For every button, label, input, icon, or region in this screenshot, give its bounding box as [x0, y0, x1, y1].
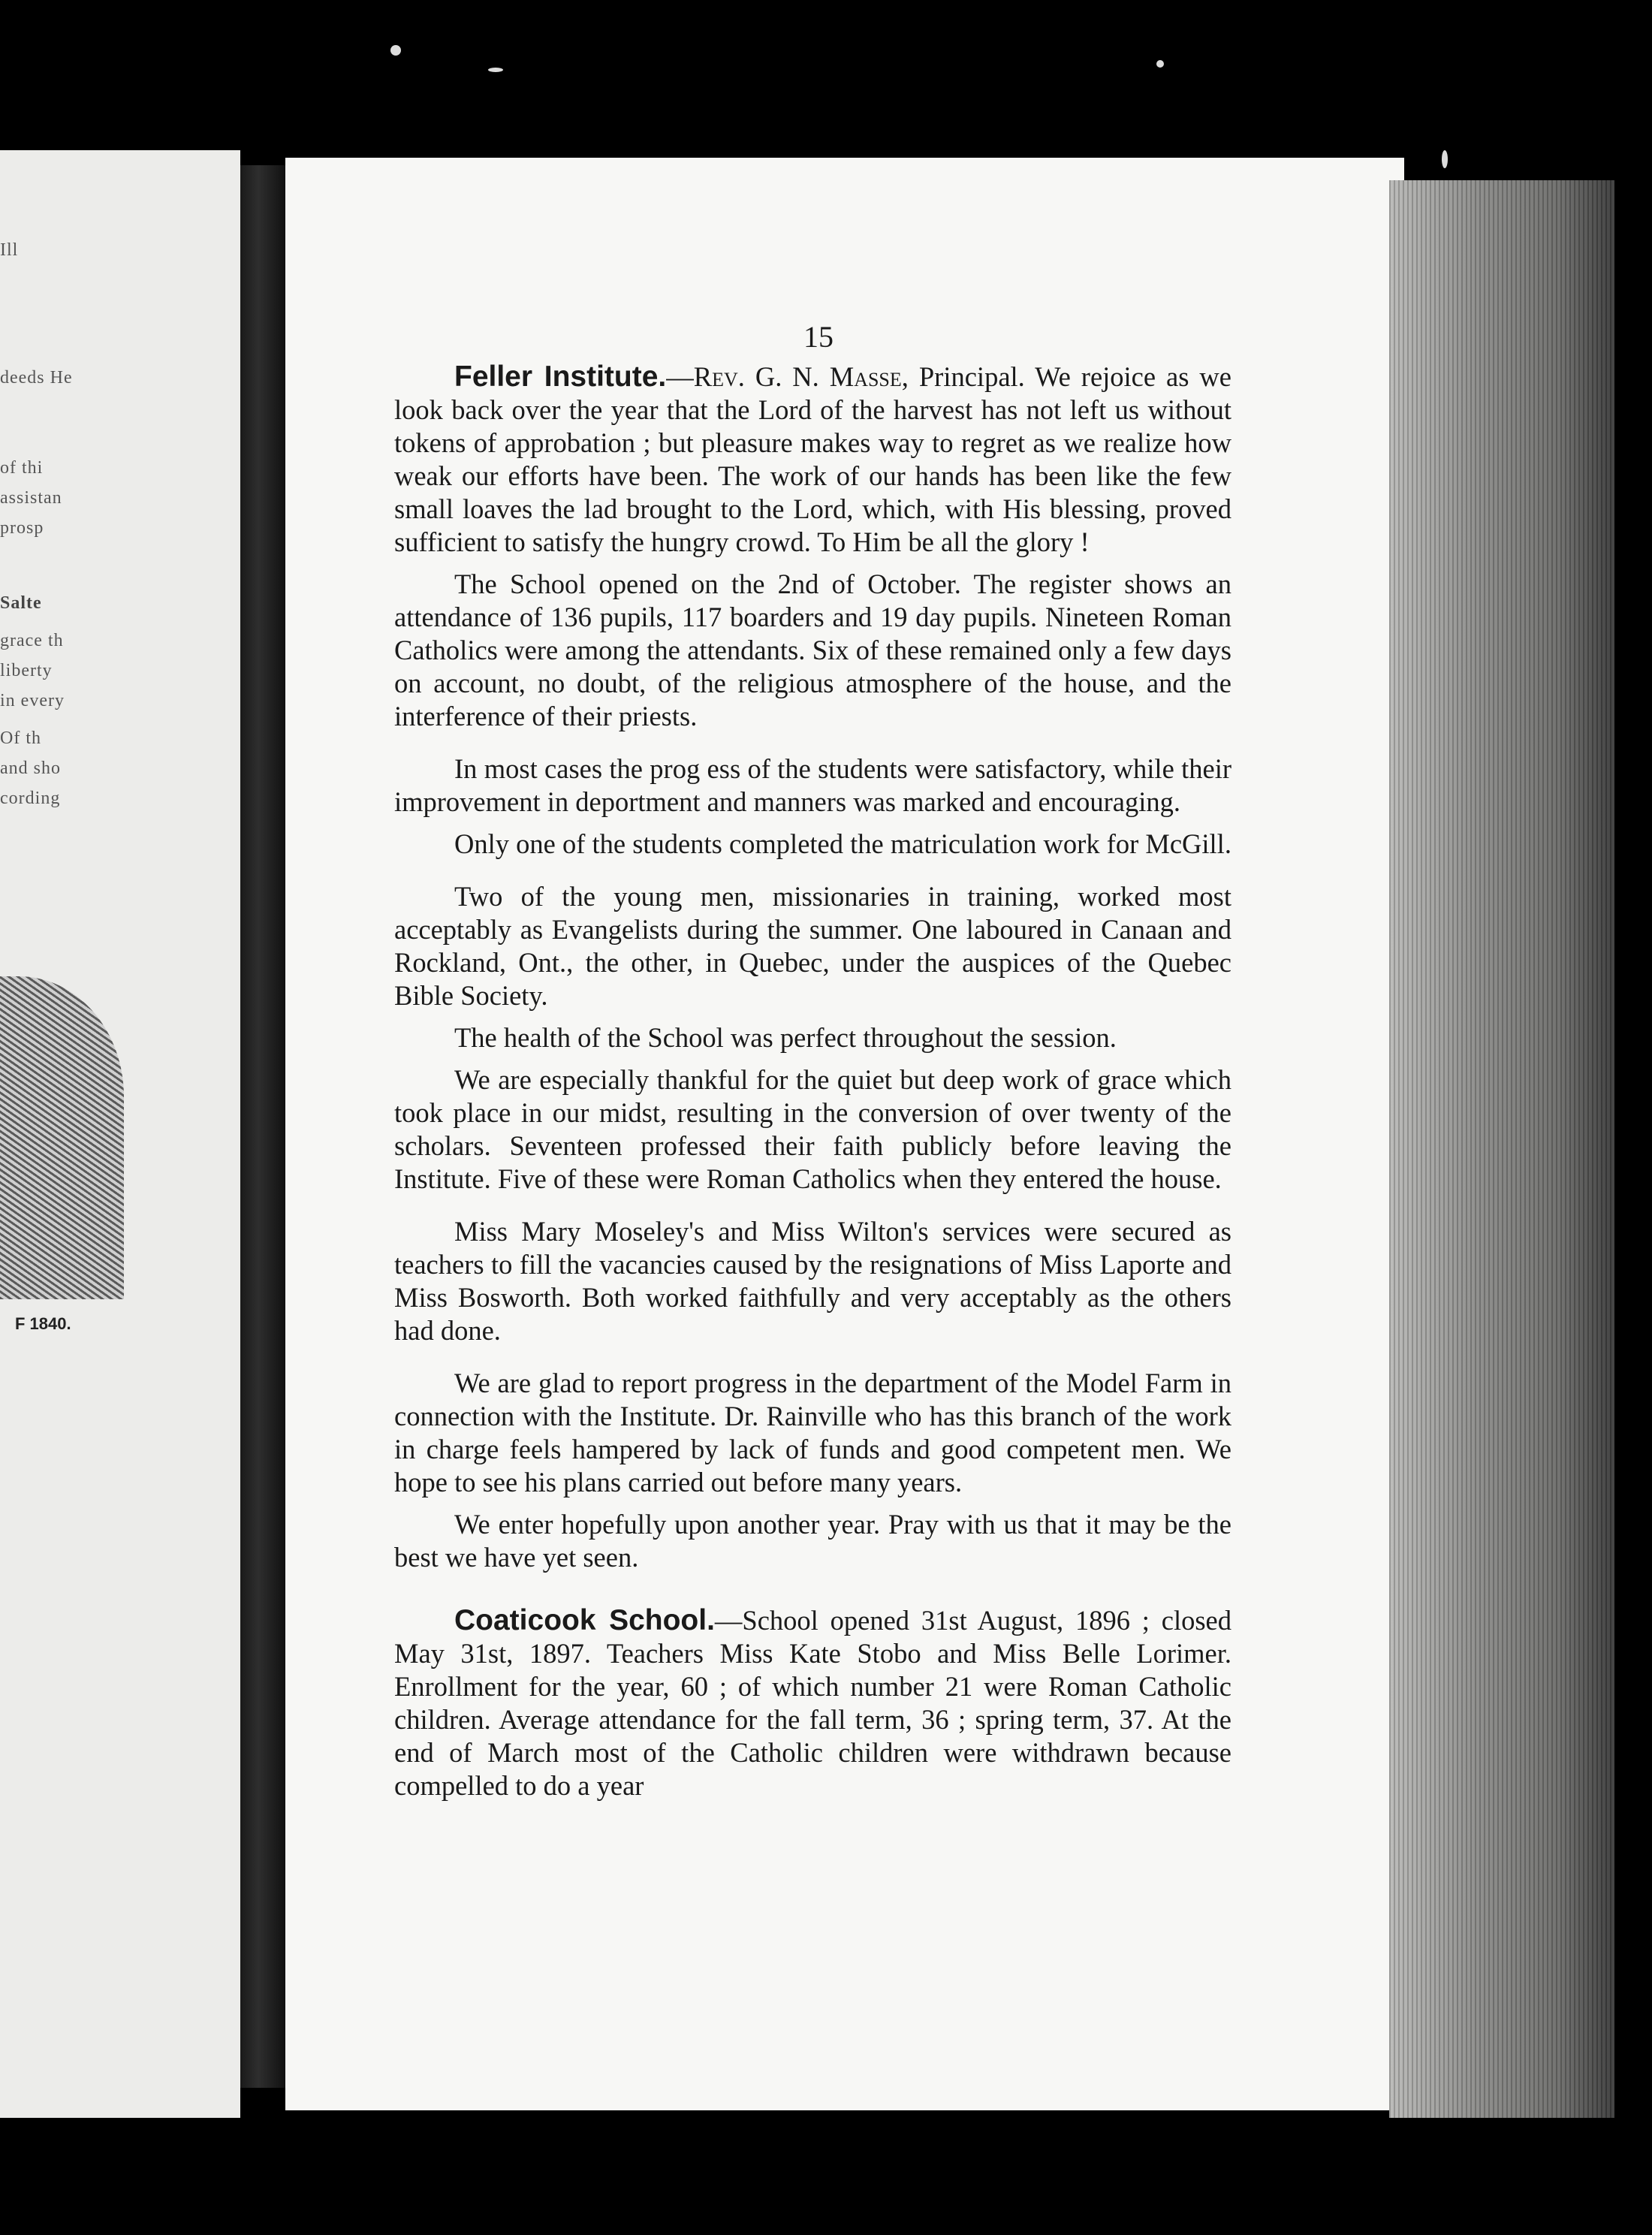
dust-speck: [1156, 60, 1164, 68]
left-page-text-fragment: prosp: [0, 518, 44, 538]
dust-speck: [488, 68, 503, 72]
page-fore-edge: [1389, 180, 1614, 2118]
left-page-text-fragment: grace th: [0, 631, 64, 650]
paragraph-text: —School opened 31st August, 1896 ; closed May 31st, 1897. Teachers Miss Kate Stobo and Miss Belle Lorimer. Enrollment for the year, 60 ; of which number 21 were Roman Catholic children. Average attendance for the fall term, 36 ; spring term, 37. At the end of March most of the Catholic children were withdrawn because compelled to do a year: [394, 1605, 1232, 1801]
paragraph: The School opened on the 2nd of October. The register shows an attendance of 136 pupils, 117 boarders and 19 day pupils. Nineteen Roman Catholics were among the attendants. Six of these remained only a few days on account, no doubt, of the religious atmosphere of the house, and the interference of their priests.: [394, 569, 1231, 731]
left-page-text-fragment: Ill: [0, 240, 19, 260]
left-page-text-fragment: liberty: [0, 661, 53, 680]
left-page-text-fragment: Salte: [0, 593, 42, 613]
paragraph: We enter hopefully upon another year. Pray with us that it may be the best we have yet seen.: [394, 1509, 1231, 1573]
paragraph: We are especially thankful for the quiet but deep work of grace which took place in our midst, resulting in the conversion of over twenty of the scholars. Seventeen professed their faith publicly before leaving the Institute. Five of these were Roman Catholics when they entered the house.: [394, 1064, 1231, 1194]
paragraph: In most cases the prog ess of the students were satisfactory, while their improvement in deportment and manners was marked and encouraging.: [394, 753, 1231, 817]
left-page-text-fragment: deeds He: [0, 368, 73, 388]
paragraph: Miss Mary Moseley's and Miss Wilton's services were secured as teachers to fill the vacancies caused by the resignations of Miss Laporte and Miss Bosworth. Both worked faithfully and very acceptably as the others had done.: [394, 1216, 1231, 1346]
paragraph: The health of the School was perfect throughout the session.: [454, 1022, 1117, 1053]
dust-speck: [1442, 150, 1448, 168]
left-page-text-fragment: of thi: [0, 458, 44, 478]
left-page-text-fragment: assistan: [0, 488, 62, 508]
em-dash: —: [666, 361, 694, 392]
page-number: 15: [803, 320, 834, 354]
dust-speck: [390, 45, 401, 56]
author-name: Rev. G. N. Masse: [693, 361, 902, 392]
section-heading: Feller Institute.: [454, 360, 667, 393]
page-body: [394, 312, 1231, 1811]
section-heading: Coaticook School.: [454, 1604, 715, 1636]
left-page-caption: F 1840.: [15, 1314, 71, 1333]
paragraph: We are glad to report progress in the department of the Model Farm in connection with the Institute. Dr. Rainville who has this branch of the work in charge feels hampered by lack of funds and good competent men. We hope to see his plans carried out before many years.: [394, 1368, 1231, 1498]
paragraph: Two of the young men, missionaries in training, worked most acceptably as Evangelists during the summer. One laboured in Canaan and Rockland, Ont., the other, in Quebec, under the auspices of the Quebec Bible Society.: [394, 881, 1231, 1011]
paragraph: [394, 1604, 1231, 1802]
paragraph: [394, 360, 1231, 559]
left-page-text-fragment: cording: [0, 789, 61, 808]
left-page-text-fragment: in every: [0, 691, 65, 710]
left-page-text-fragment: Of th: [0, 728, 41, 748]
paragraph: Only one of the students completed the matriculation work for McGill.: [454, 828, 1231, 859]
book-gutter: [240, 165, 285, 2088]
left-page-text-fragment: and sho: [0, 759, 61, 778]
paragraph-text: , Principal. We rejoice as we look back over the year that the Lord of the harvest has not left us without tokens of approbation ; but pleasure makes way to regret as we realize how weak our efforts have been. The work of our hands has been like the few small loaves the lad brought to the Lord, which, with His blessing, proved sufficient to satisfy the hungry crowd. To Him be all the glory !: [394, 361, 1231, 557]
